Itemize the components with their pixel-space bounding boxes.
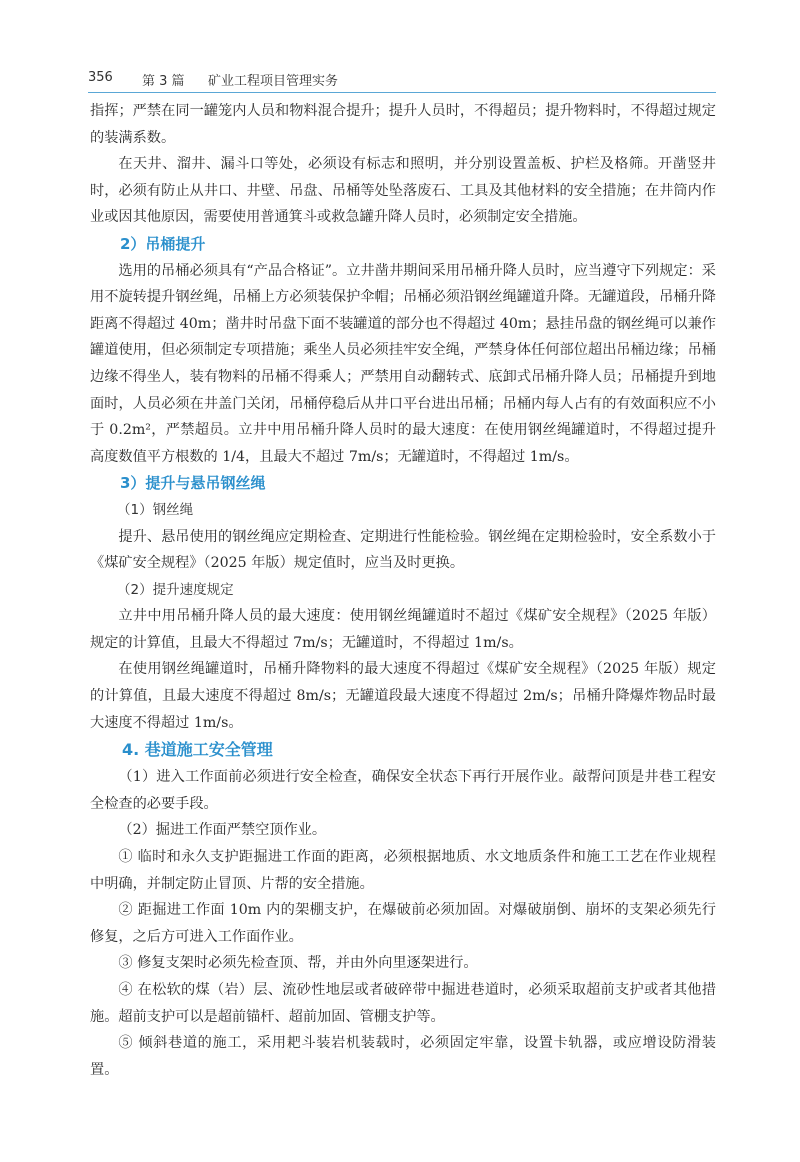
part-label: 第 3 篇	[142, 74, 185, 89]
paragraph-bucket-rules: 选用的吊桶必须具有“产品合格证”。立井凿井期间采用吊桶升降人员时，应当遵守下列规定：采用不旋转提升钢丝绳，吊桶上方必须装保护伞帽；吊桶必须沿钢丝绳罐道升降。无罐道段，吊桶升降距离不得超过 40m；凿井时吊盘下面不装罐道的部分也不得超过 40m；悬挂吊盘的钢丝绳可以兼作罐道使用，但必须制定专项措施；乘坐人员必须挂牢安全绳，严禁身体任何部位超出吊桶边缘；吊桶边缘不得坐人，装有物料的吊桶不得乘人；严禁用自动翻转式、底卸式吊桶升降人员；吊桶提升到地面时，人员必须在井盖门关闭，吊桶停稳后从井口平台进出吊桶；吊桶内每人占有的有效面积应不小于 0.2m²，严禁超员。立井中用吊桶升降人员时的最大速度：在使用钢丝绳罐道时，不得超过提升高度数值平方根数的 1/4，且最大不超过 7m/s；无罐道时，不得超过 1m/s。	[90, 262, 716, 465]
heading-tunnel-safety: 4. 巷道施工安全管理	[122, 740, 273, 760]
subheading-speed-rules: （2）提升速度规定	[117, 581, 234, 598]
paragraph-shaft-safety: 在天井、溜井、漏斗口等处，必须设有标志和照明，并分别设置盖板、护栏及格筛。开凿竖井时，必须有防止从井口、井壁、吊盘、吊桶等处坠落废石、工具及其他材料的安全措施；在井筒内作业或因其他原因，需要使用普通箕斗或救急罐升降人员时，必须制定安全措施。	[90, 156, 716, 226]
heading-bucket-hoisting: 2）吊桶提升	[120, 234, 206, 253]
subheading-wire-rope: （1）钢丝绳	[117, 501, 194, 518]
list-item-support-distance: ① 临时和永久支护距掘进工作面的距离，必须根据地质、水文地质条件和施工工艺在作业规程中明确，并制定防止冒顶、片帮的安全措施。	[90, 849, 716, 892]
page-body	[90, 98, 716, 1083]
list-item-shed-support: ② 距掘进工作面 10m 内的架棚支护，在爆破前必须加固。对爆破崩倒、崩坏的支架必须先行修复，之后方可进入工作面作业。	[90, 902, 716, 945]
page-number: 356	[88, 70, 113, 85]
paragraph-personnel-speed: 立井中用吊桶升降人员的最大速度：使用钢丝绳罐道时不超过《煤矿安全规程》（2025 年版）规定的计算值，且最大不得超过 7m/s；无罐道时，不得超过 1m/s。	[90, 608, 716, 651]
paragraph-material-speed: 在使用钢丝绳罐道时，吊桶升降物料的最大速度不得超过《煤矿安全规程》（2025 年版）规定的计算值，且最大速度不得超过 8m/s；无罐道段最大速度不得超过 2m/s；吊桶升降爆炸物品时最大速度不得超过 1m/s。	[90, 661, 716, 731]
page-header	[88, 68, 716, 93]
list-item-repair-support: ③ 修复支架时必须先检查顶、帮，并由外向里逐架进行。	[118, 955, 478, 972]
book-title: 矿业工程项目管理实务	[208, 74, 339, 89]
list-item-inclined-roadway: ⑤ 倾斜巷道的施工，采用耙斗装岩机装载时，必须固定牢靠，设置卡轨器，或应增设防滑装置。	[90, 1035, 716, 1078]
list-item-advance-support: ④ 在松软的煤（岩）层、流砂性地层或者破碎带中掘进巷道时，必须采取超前支护或者其他措施。超前支护可以是超前锚杆、超前加固、管棚支护等。	[90, 982, 716, 1025]
heading-wire-rope: 3）提升与悬吊钢丝绳	[120, 474, 266, 493]
paragraph-no-unsupported-roof: （2）掘进工作面严禁空顶作业。	[118, 822, 327, 839]
paragraph-continued: 指挥；严禁在同一罐笼内人员和物料混合提升；提升人员时，不得超员；提升物料时，不得超过规定的装满系数。	[90, 103, 716, 146]
paragraph-safety-check: （1）进入工作面前必须进行安全检查，确保安全状态下再行开展作业。敲帮问顶是井巷工程安全检查的必要手段。	[90, 769, 716, 812]
paragraph-rope-inspection: 提升、悬吊使用的钢丝绳应定期检查、定期进行性能检验。钢丝绳在定期检验时，安全系数小于《煤矿安全规程》（2025 年版）规定值时，应当及时更换。	[90, 528, 716, 572]
